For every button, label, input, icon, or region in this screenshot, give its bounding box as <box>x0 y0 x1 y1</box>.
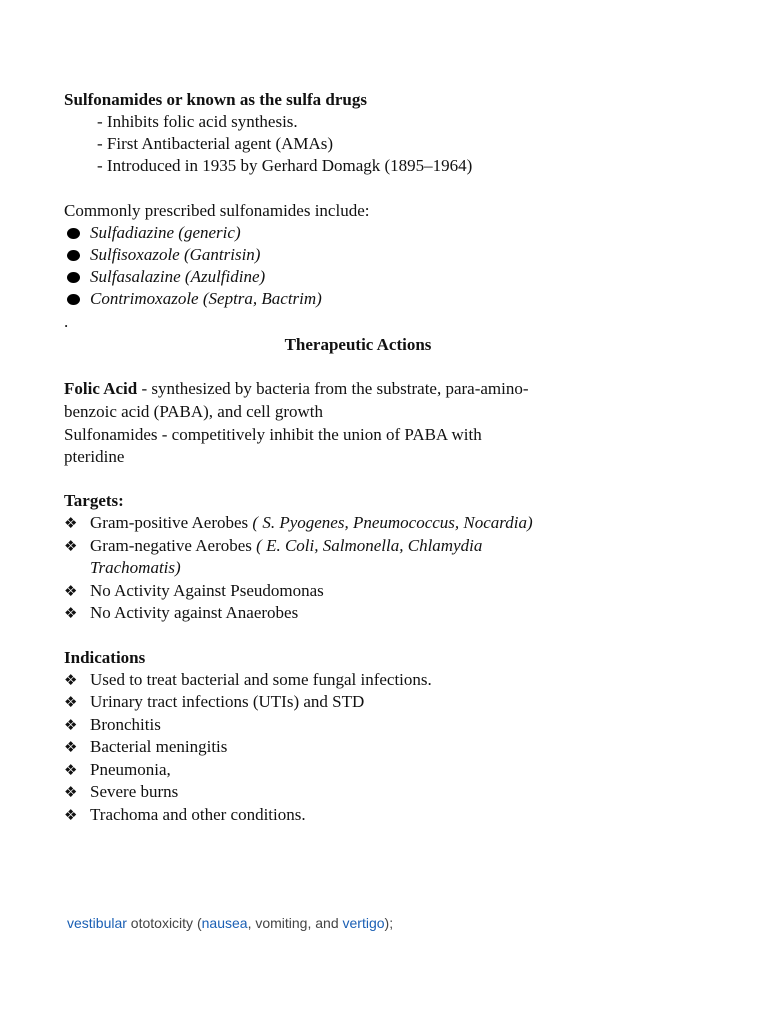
diamond-bullet-icon: ❖ <box>64 783 78 801</box>
target-detail-cont: Trachomatis) <box>90 558 181 577</box>
target-detail: ( S. Pyogenes, Pneumococcus, Nocardia) <box>248 513 533 532</box>
target-item: No Activity against Anaerobes <box>90 603 299 622</box>
drug-item: Sulfadiazine (generic) <box>90 223 241 242</box>
footer-text: ototoxicity ( <box>126 915 202 931</box>
diamond-bullet-icon: ❖ <box>64 806 78 824</box>
footer-note <box>67 915 393 931</box>
folic-acid-term: Folic Acid <box>64 379 138 398</box>
indication-item: Trachoma and other conditions. <box>90 805 306 824</box>
link-vestibular[interactable]: vestibular <box>67 915 127 931</box>
target-text: Gram-negative Aerobes <box>90 536 252 555</box>
indication-item: Used to treat bacterial and some fungal infections. <box>90 670 432 689</box>
drug-item: Sulfisoxazole (Gantrisin) <box>90 245 261 264</box>
sulfonamide-action: Sulfonamides - competitively inhibit the union of PABA with <box>64 425 482 444</box>
indication-item: Bacterial meningitis <box>90 737 228 756</box>
folic-acid-line-2: benzoic acid (PABA), and cell growth <box>64 402 324 421</box>
bullet-dot-icon <box>67 250 80 261</box>
indication-item: Severe burns <box>90 782 179 801</box>
link-vertigo[interactable]: vertigo <box>342 915 385 931</box>
footer-text: ); <box>384 915 394 931</box>
diamond-bullet-icon: ❖ <box>64 537 78 555</box>
diamond-bullet-icon: ❖ <box>64 761 78 779</box>
diamond-bullet-icon: ❖ <box>64 716 78 734</box>
diamond-bullet-icon: ❖ <box>64 693 78 711</box>
target-item <box>90 512 533 534</box>
heading-point: - Inhibits folic acid synthesis. <box>97 112 298 131</box>
target-detail: ( E. Coli, Salmonella, Chlamydia <box>251 536 483 555</box>
diamond-bullet-icon: ❖ <box>64 514 78 532</box>
bullet-dot-icon <box>67 294 80 305</box>
heading-point: - Introduced in 1935 by Gerhard Domagk (1895–1964) <box>97 156 473 175</box>
diamond-bullet-icon: ❖ <box>64 582 78 600</box>
section-title: Therapeutic Actions <box>284 335 432 354</box>
target-item <box>90 535 482 557</box>
diamond-bullet-icon: ❖ <box>64 671 78 689</box>
indications-title: Indications <box>64 648 146 667</box>
folic-acid-desc: - synthesized by bacteria from the substrate, para-amino- <box>137 379 529 398</box>
drug-item: Sulfasalazine (Azulfidine) <box>90 267 266 286</box>
indication-item: Bronchitis <box>90 715 161 734</box>
common-drugs-intro: Commonly prescribed sulfonamides include: <box>64 201 370 220</box>
stray-dot: . <box>64 312 69 331</box>
diamond-bullet-icon: ❖ <box>64 738 78 756</box>
targets-title: Targets: <box>64 491 124 510</box>
indication-item: Pneumonia, <box>90 760 171 779</box>
folic-acid-line <box>64 378 529 400</box>
heading-point: - First Antibacterial agent (AMAs) <box>97 134 334 153</box>
footer-text: , vomiting, and <box>247 915 343 931</box>
target-text: Gram-positive Aerobes <box>90 513 249 532</box>
indication-item: Urinary tract infections (UTIs) and STD <box>90 692 365 711</box>
bullet-dot-icon <box>67 228 80 239</box>
document-heading: Sulfonamides or known as the sulfa drugs <box>64 90 367 109</box>
bullet-dot-icon <box>67 272 80 283</box>
drug-item: Contrimoxazole (Septra, Bactrim) <box>90 289 322 308</box>
sulfonamide-action-2: pteridine <box>64 447 125 466</box>
target-item: No Activity Against Pseudomonas <box>90 581 324 600</box>
diamond-bullet-icon: ❖ <box>64 604 78 622</box>
link-nausea[interactable]: nausea <box>201 915 248 931</box>
